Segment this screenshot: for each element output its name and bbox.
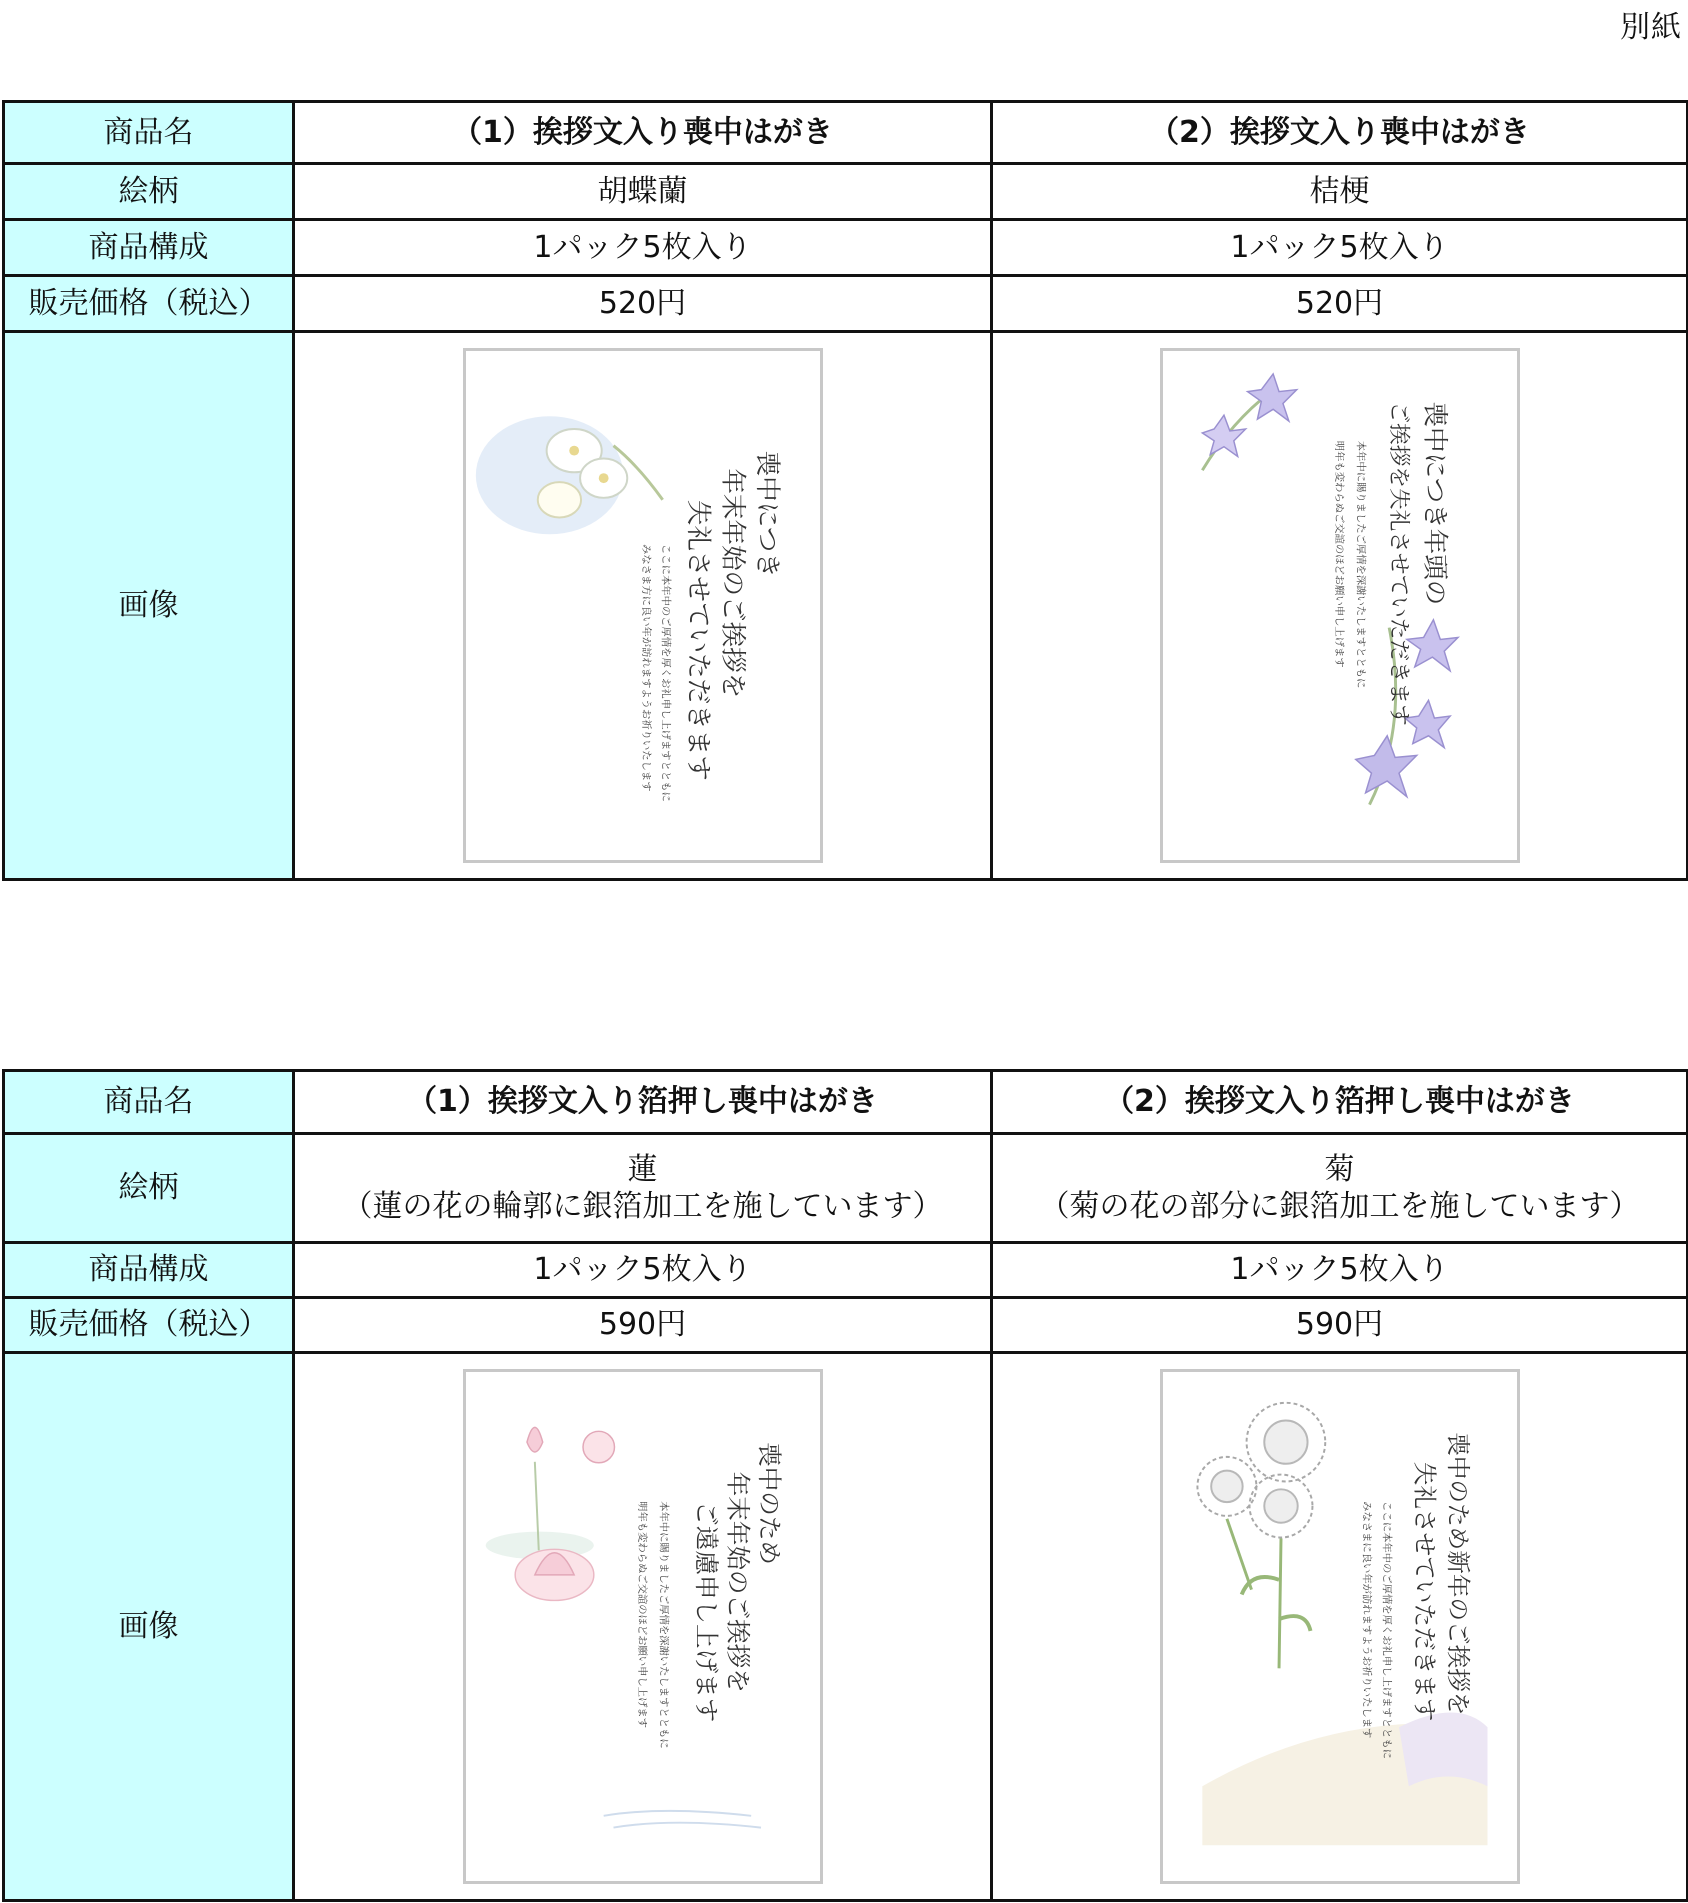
product-price: 590円 (992, 1298, 1688, 1353)
product-composition: 1パック5枚入り (294, 1243, 992, 1298)
card-image (463, 1369, 823, 1884)
chrysanthemum-icon (1197, 1403, 1487, 1846)
card-heading-1: 喪中につき (751, 450, 782, 578)
card-heading-3: ご遠慮申し上げます (691, 1501, 721, 1723)
product-table-1 (2, 100, 1688, 881)
label-image: 画像 (4, 332, 294, 880)
product-composition: 1パック5枚入り (992, 220, 1688, 276)
label-pattern: 絵柄 (4, 164, 294, 220)
product-name: （2）挨拶文入り箔押し喪中はがき (992, 1071, 1688, 1134)
row-price (4, 276, 1688, 332)
product-pattern (294, 164, 992, 220)
card-heading-1: 喪中のため新年のご挨拶を (1443, 1432, 1472, 1716)
row-image (4, 1353, 1688, 1901)
row-image (4, 332, 1688, 880)
row-composition (4, 1243, 1688, 1298)
card-body-2: みなさま方に良い年が訪れますようお祈りいたします (639, 544, 652, 792)
product-name: （1）挨拶文入り箔押し喪中はがき (294, 1071, 992, 1134)
pattern-text: 胡蝶蘭 (597, 173, 688, 209)
label-price: 販売価格（税込） (4, 1298, 294, 1353)
product-composition: 1パック5枚入り (992, 1243, 1688, 1298)
card-illustration (466, 1372, 820, 1881)
card-illustration (1163, 1372, 1517, 1881)
card-body-2: みなさまに良い年が訪れますようお祈りいたします (1360, 1501, 1373, 1739)
label-price: 販売価格（税込） (4, 276, 294, 332)
product-composition: 1パック5枚入り (294, 220, 992, 276)
product-image (294, 332, 992, 880)
card-image (1160, 348, 1520, 863)
product-image (992, 332, 1688, 880)
pattern-text: 蓮 (627, 1151, 658, 1187)
card-heading-1: 喪中につき年頭の (1419, 401, 1450, 606)
card-image (1160, 1369, 1520, 1884)
card-heading-2: ご挨拶を失礼させていただきます (1385, 401, 1411, 726)
label-name: 商品名 (4, 102, 294, 164)
pattern-text: 菊 (1324, 1151, 1355, 1187)
product-table-2 (2, 1069, 1688, 1902)
row-name (4, 1071, 1688, 1134)
card-body-1: ここに本年中のご厚情を厚くお礼申し上げますとともに (1379, 1501, 1392, 1759)
label-image: 画像 (4, 1353, 294, 1901)
product-pattern (992, 1134, 1688, 1243)
product-price: 520円 (294, 276, 992, 332)
label-composition: 商品構成 (4, 1243, 294, 1298)
product-name: （2）挨拶文入り喪中はがき (992, 102, 1688, 164)
card-heading-2: 年末年始のご挨拶を (717, 468, 748, 699)
card-body-1: 本年中に賜りましたご厚情を深謝いたしますとともに (1354, 440, 1367, 689)
label-pattern: 絵柄 (4, 1134, 294, 1243)
card-heading-2: 失礼させていただきます (1410, 1461, 1439, 1722)
label-name: 商品名 (4, 1071, 294, 1134)
row-price (4, 1298, 1688, 1353)
card-image (463, 348, 823, 863)
row-composition (4, 220, 1688, 276)
product-price: 520円 (992, 276, 1688, 332)
product-image (992, 1353, 1688, 1901)
card-body-2: 明年も変わらぬご交誼のほどお願い申し上げます (635, 1501, 648, 1729)
product-pattern (992, 164, 1688, 220)
product-price: 590円 (294, 1298, 992, 1353)
row-name (4, 102, 1688, 164)
row-pattern (4, 1134, 1688, 1243)
card-heading-2: 年末年始のご挨拶を (723, 1471, 753, 1693)
product-image (294, 1353, 992, 1901)
card-heading-3: 失礼させていただきます (682, 499, 713, 781)
page-mark: 別紙 (1620, 10, 1682, 45)
pattern-text: 桔梗 (1309, 173, 1370, 209)
card-illustration (466, 351, 820, 860)
label-composition: 商品構成 (4, 220, 294, 276)
card-illustration (1163, 351, 1517, 860)
pattern-note: （菊の花の部分に銀箔加工を施しています） (1039, 1189, 1640, 1224)
product-name: （1）挨拶文入り喪中はがき (294, 102, 992, 164)
card-body-2: 明年も変わらぬご交誼のほどお願い申し上げます (1332, 440, 1345, 668)
pattern-note: （蓮の花の輪郭に銀箔加工を施しています） (342, 1189, 943, 1224)
product-pattern (294, 1134, 992, 1243)
orchid-icon (475, 416, 662, 534)
card-heading-1: 喪中のため (754, 1442, 784, 1566)
card-body-1: ここに本年中のご厚情を厚くお礼申し上げますとともに (659, 544, 672, 802)
card-body-1: 本年中に賜りましたご厚情を深謝いたしますとともに (657, 1501, 670, 1749)
row-pattern (4, 164, 1688, 220)
